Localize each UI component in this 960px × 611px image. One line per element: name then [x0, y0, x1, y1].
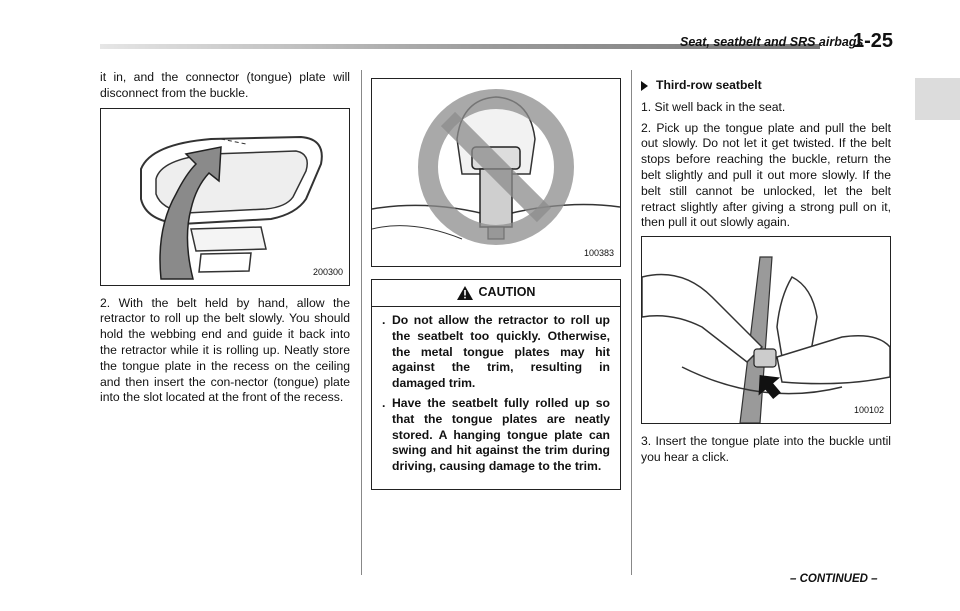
step: 1. Sit well back in the seat. [641, 99, 786, 114]
pull-belt-illustration [642, 237, 890, 423]
paragraph: 2. With the belt held by hand, allow the retractor to roll up the belt slowly. You should hold the webbing end and guide it back into the retractor while it is rolling up. Neatly store the tongue plate in the recess on the ceiling and then insert the con-nector (tongue) plate into the slot located at the front of the recess. [100, 295, 350, 405]
prohibited-illustration [372, 79, 620, 266]
caution-item: . Do not allow the retractor to roll up the seatbelt too quickly. Otherwise, the metal tongue plates may hit against the trim, resulting in damaged trim. [382, 313, 610, 391]
caution-header [372, 280, 620, 307]
caution-item: . Have the seatbelt fully rolled up so that the tongue plates are neatly stored. A hanging tongue plate can swing and hit against the trim during driving, causing damage to the trim. [382, 395, 610, 474]
caution-body [372, 307, 620, 489]
figure-pull-belt [641, 236, 891, 424]
bullet-icon: . [382, 313, 386, 327]
bullet-icon: . [382, 395, 386, 410]
step: 3. Insert the tongue plate into the buckle until you hear a click. [641, 434, 891, 464]
retractor-illustration [101, 109, 349, 285]
continued-label: – CONTINUED – [790, 573, 878, 585]
section-title: Seat, seatbelt and SRS airbags [680, 35, 864, 49]
figure-code: 200300 [312, 266, 343, 277]
figure-code: 100102 [853, 405, 884, 416]
caution-box [371, 279, 621, 490]
step: 2. Pick up the tongue plate and pull the belt out slowly. Do not let it get twisted. If the belt stops before reaching the buckle, return the belt slightly and pull it out more slowly. If the belt still cannot be unlocked, let the belt retract slightly after giving a strong pull on it, then pull it out slowly again. [641, 120, 891, 230]
triangle-marker-icon [641, 81, 648, 91]
column-divider [361, 70, 362, 575]
paragraph: it in, and the connector (tongue) plate will disconnect from the buckle. [100, 70, 350, 100]
figure-prohibited [371, 78, 621, 267]
subsection-heading: Third-row seatbelt [641, 78, 891, 94]
figure-code: 100383 [583, 248, 614, 259]
chapter-tab [915, 78, 960, 120]
column-1 [100, 70, 350, 406]
column-2 [371, 78, 621, 490]
caution-title: CAUTION [478, 285, 536, 300]
warning-icon [457, 286, 473, 300]
column-divider [631, 70, 632, 575]
column-3 [641, 78, 891, 466]
figure-retractor [100, 108, 350, 286]
page-number: 1-25 [853, 30, 894, 52]
